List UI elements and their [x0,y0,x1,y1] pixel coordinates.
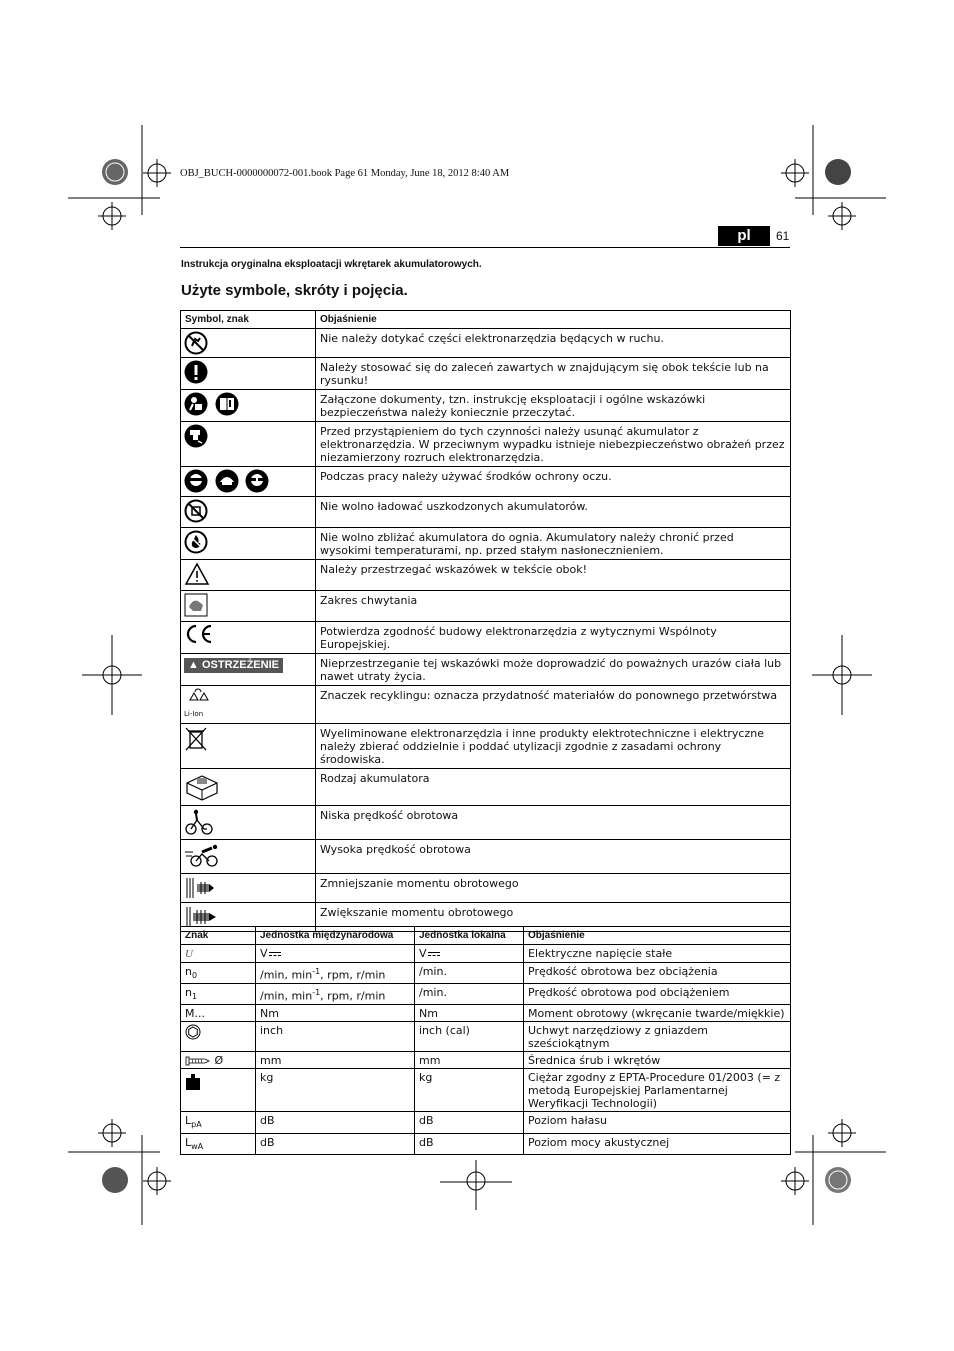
table-row: $n_1$ /min, $\min^{-1}$, rpm, r/min /min. Prędkość obrotowa pod obciążeniem [181,984,791,1005]
symbol-explanation: Rodzaj akumulatora [316,769,791,806]
header-sign: Znak [181,927,256,945]
low-speed-bike-icon [184,808,214,836]
symbol-explanation: Nieprzestrzeganie tej wskazówki może doprowadzić do poważnych urazów ciała lub nawet utraty życia. [316,654,791,686]
unit-explanation: Prędkość obrotowa bez obciążenia [524,963,791,984]
header-explanation: Objaśnienie [316,311,791,329]
unit-explanation: Ciężar zgodny z EPTA-Procedure 01/2003 (= z metodą Europejskiej Parlamentarnej Weryfikacji Technologii) [524,1069,791,1112]
table-row: $L_{wA}$ dB dB Poziom mocy akustycznej [181,1133,791,1154]
table-row [181,591,791,622]
unit-explanation: Poziom hałasu [524,1112,791,1133]
li-ion-label: Li-Ion [184,710,204,718]
table-row [181,422,791,467]
table-row [181,329,791,358]
symbol-explanation: Zmniejszanie momentu obrotowego [316,874,791,903]
print-info: OBJ_BUCH-0000000072-001.book Page 61 Monday, June 18, 2012 8:40 AM [180,168,510,179]
local-unit: /min. [415,963,524,984]
symbol-explanation: Zakres chwytania [316,591,791,622]
crossed-bin-icon [184,726,208,752]
recycling-icon [184,688,214,706]
table-row [181,840,791,874]
table-row: $n_0$ /min, $\min^{-1}$, rpm, r/min /min. Prędkość obrotowa bez obciążenia [181,963,791,984]
torque-decrease-icon [184,876,216,900]
intl-unit: /min, min [260,968,313,982]
ce-mark-icon [184,624,214,644]
local-unit: /min. [415,984,524,1005]
symbol-explanation: Znaczek recyklingu: oznacza przydatność materiałów do ponownego przetwórstwa [316,686,791,724]
table-row [181,874,791,903]
mandatory-exclamation-icon [184,360,208,384]
section-heading: Użyte symbole, skróty i pojęcia. [181,282,408,299]
header-rule [180,247,790,248]
table-row [181,497,791,528]
table-row [181,467,791,497]
header-symbol: Symbol, znak [181,311,316,329]
intl-unit: V [260,947,268,960]
battery-pack-icon [184,771,220,801]
header-explanation: Objaśnienie [524,927,791,945]
local-unit: inch (cal) [415,1022,524,1052]
local-unit: Nm [415,1005,524,1022]
local-unit: V [419,947,427,960]
symbols-table [180,310,791,932]
symbol-explanation: Przed przystąpieniem do tych czynności należy usunąć akumulator z elektronarzędzia. W przeciwnym wypadku istnieje niebezpieczeństwo obrażeń przez niezamierzony rozruch elektronarzędzia. [316,422,791,467]
unit-explanation: Średnica śrub i wkrętów [524,1052,791,1069]
page-number: 61 [776,229,790,243]
intl-unit: dB [256,1133,415,1154]
no-touch-moving-parts-icon [184,331,208,355]
local-unit: mm [415,1052,524,1069]
read-manual-icon [215,392,239,416]
dc-symbol-icon [428,952,440,956]
intl-unit: /min, min [260,989,313,1003]
symbol-explanation: Wysoka prędkość obrotowa [316,840,791,874]
symbols-table-header [181,311,791,329]
unit-explanation: Prędkość obrotowa pod obciążeniem [524,984,791,1005]
hex-socket-icon [185,1024,201,1040]
table-row [181,945,791,963]
units-table [180,926,791,1155]
table-row [181,769,791,806]
sign-value: M... [181,1005,256,1022]
symbol-explanation: Należy przestrzegać wskazówek w tekście obok! [316,560,791,591]
sign-value: n [185,965,192,978]
no-charging-damaged-icon [184,499,208,523]
intl-unit: Nm [256,1005,415,1022]
intl-unit: dB [256,1112,415,1133]
face-shield-icon [215,469,239,493]
symbol-explanation: Nie wolno ładować uszkodzonych akumulatorów. [316,497,791,528]
screw-icon [185,1056,211,1066]
remove-battery-icon [184,424,208,448]
sign-value: U [185,948,193,960]
symbol-explanation: Niska prędkość obrotowa [316,806,791,840]
table-row: $L_{pA}$ dB dB Poziom hałasu [181,1112,791,1133]
no-fire-icon [184,530,208,554]
symbol-explanation: Podczas pracy należy używać środków ochrony oczu. [316,467,791,497]
sign-value: L [185,1135,192,1149]
local-unit: dB [415,1112,524,1133]
high-speed-bike-icon [184,842,220,868]
warning-label-icon: ▲ OSTRZEŻENIE [184,658,283,673]
read-manual-person-icon [184,392,208,416]
weight-icon [185,1073,201,1091]
language-tab: pl [718,226,770,246]
symbol-explanation: Nie należy dotykać części elektronarzędzia będących w ruchu. [316,329,791,358]
symbol-explanation: Załączone dokumenty, tzn. instrukcję eksploatacji i ogólne wskazówki bezpieczeństwa należy koniecznie przeczytać. [316,390,791,422]
warning-triangle-icon [184,562,210,586]
header-international-unit: Jednostka międzynarodowa [256,927,415,945]
local-unit: kg [415,1069,524,1112]
unit-explanation: Poziom mocy akustycznej [524,1133,791,1154]
unit-explanation: Moment obrotowy (wkręcanie twarde/miękkie) [524,1005,791,1022]
sign-value: Ø [214,1054,224,1068]
intl-unit: kg [256,1069,415,1112]
table-row [181,528,791,560]
eye-protection-icon [184,469,208,493]
header-local-unit: Jednostka lokalna [415,927,524,945]
intl-unit: mm [256,1052,415,1069]
table-row [181,724,791,769]
table-row [181,686,791,724]
table-row [181,1069,791,1112]
table-row [181,654,791,686]
table-row [181,390,791,422]
symbol-explanation: Należy stosować się do zaleceń zawartych w znajdującym się obok tekście lub na rysunku! [316,358,791,390]
symbol-explanation: Zwiększanie momentu obrotowego [316,903,791,932]
document-subtitle: Instrukcja oryginalna eksploatacji wkrętarek akumulatorowych. [181,259,482,270]
sign-value: n [185,986,192,1000]
table-row [181,1022,791,1052]
unit-explanation: Elektryczne napięcie stałe [524,945,791,963]
goggles-icon [245,469,269,493]
symbol-explanation: Nie wolno zbliżać akumulatora do ognia. Akumulatory należy chronić przed wysokimi temperaturami, np. przed stałym nasłonecznieniem. [316,528,791,560]
table-row [181,806,791,840]
grip-area-icon [184,593,208,617]
local-unit: dB [415,1133,524,1154]
symbol-explanation: Potwierdza zgodność budowy elektronarzędzia z wytycznymi Wspólnoty Europejskiej. [316,622,791,654]
table-row [181,358,791,390]
table-row [181,1052,791,1069]
dc-symbol-icon [269,952,281,956]
intl-unit: inch [256,1022,415,1052]
sign-value: L [185,1114,192,1128]
table-row [181,560,791,591]
unit-explanation: Uchwyt narzędziowy z gniazdem sześciokątnym [524,1022,791,1052]
symbol-explanation: Wyeliminowane elektronarzędzia i inne produkty elektrotechniczne i elektryczne należy zbierać oddzielnie i poddać utylizacji zgodnie z zasadami ochrony środowiska. [316,724,791,769]
table-row [181,622,791,654]
units-table-header [181,927,791,945]
table-row [181,1005,791,1022]
